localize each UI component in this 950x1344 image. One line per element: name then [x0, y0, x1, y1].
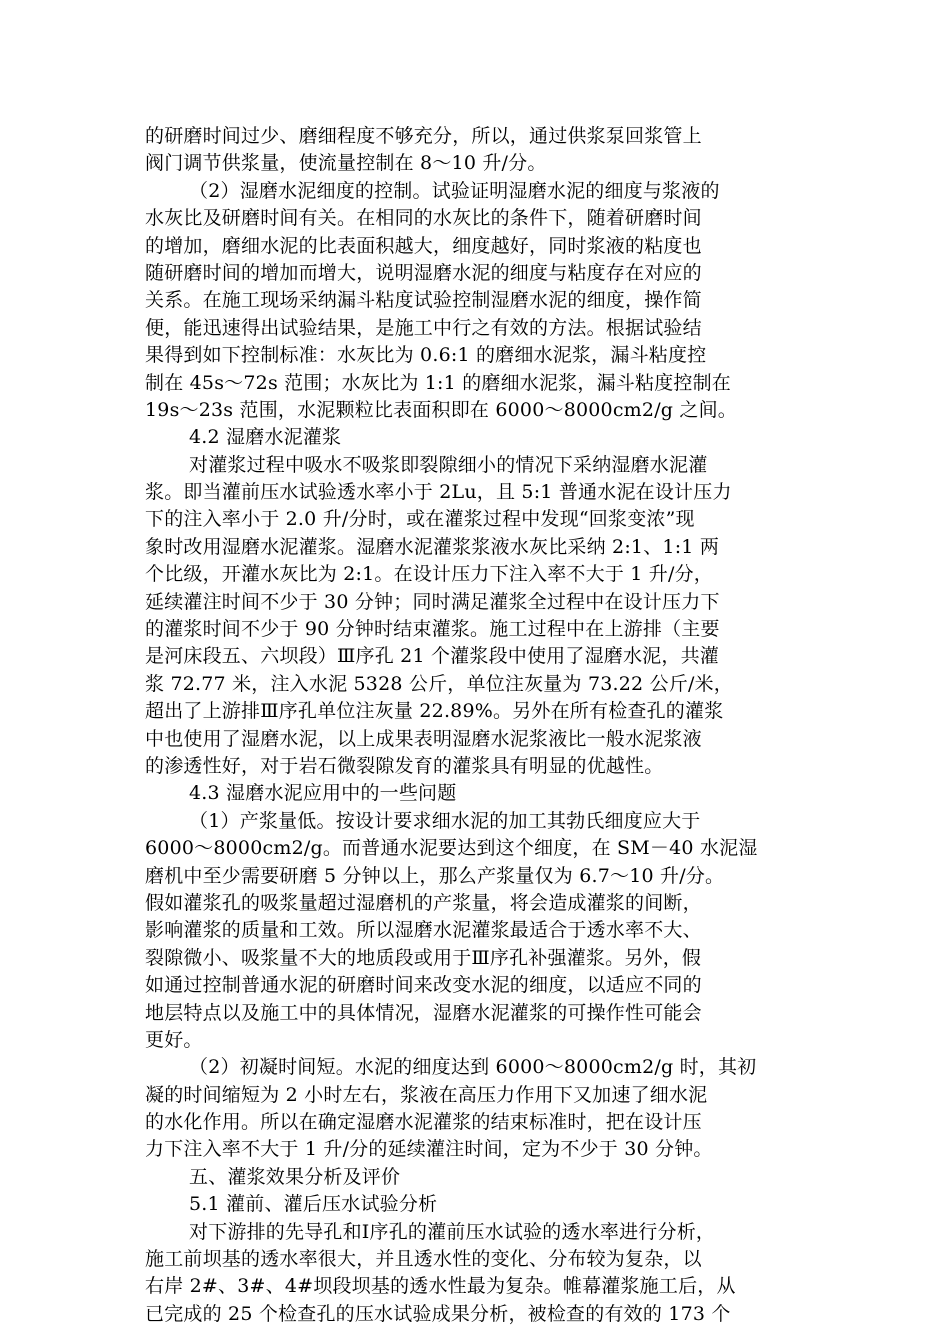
text-line: （2）初凝时间短。水泥的细度达到 6000～8000cm2/g 时，其初	[189, 1056, 757, 1079]
text-line: 对下游排的先导孔和Ⅰ序孔的灌前压水试验的透水率进行分析，	[189, 1220, 716, 1243]
text-line: 个比级，开灌水灰比为 2:1。在设计压力下注入率不大于 1 升/分，	[145, 563, 713, 586]
text-line: 制在 45s～72s 范围；水灰比为 1:1 的磨细水泥浆，漏斗粘度控制在	[145, 371, 731, 394]
text-line: 地层特点以及施工中的具体情况，湿磨水泥灌浆的可操作性可能会	[145, 1001, 702, 1024]
text-line: 延续灌注时间不少于 30 分钟；同时满足灌浆全过程中在设计压力下	[145, 590, 720, 613]
text-line: 的水化作用。所以在确定湿磨水泥灌浆的结束标准时，把在设计压	[145, 1111, 702, 1134]
text-line: 的灌浆时间不少于 90 分钟时结束灌浆。施工过程中在上游排（主要	[145, 618, 720, 641]
document-page	[145, 123, 805, 1328]
text-line: 五、灌浆效果分析及评价	[189, 1165, 401, 1188]
text-line: 象时改用湿磨水泥灌浆。湿磨水泥灌浆浆液水灰比采纳 2:1、1:1 两	[145, 535, 720, 558]
text-line: 5.1 灌前、灌后压水试验分析	[189, 1193, 438, 1216]
text-line: 随研磨时间的增加而增大，说明湿磨水泥的细度与粘度存在对应的	[145, 261, 702, 284]
text-line: 浆 72.77 米，注入水泥 5328 公斤，单位注灰量为 73.22 公斤/米，	[145, 672, 733, 695]
text-line: （2）湿磨水泥细度的控制。试验证明湿磨水泥的细度与浆液的	[189, 179, 720, 202]
text-line: 如通过控制普通水泥的研磨时间来改变水泥的细度，以适应不同的	[145, 974, 702, 997]
text-line: 更好。	[145, 1028, 203, 1051]
text-line: 的渗透性好，对于岩石微裂隙发育的灌浆具有明显的优越性。	[145, 754, 664, 777]
text-line: 已完成的 25 个检查孔的压水试验成果分析，被检查的有效的 173 个	[145, 1302, 731, 1325]
text-line: 阀门调节供浆量，使流量控制在 8～10 升/分。	[145, 152, 547, 175]
text-line: 6000～8000cm2/g。而普通水泥要达到这个细度，在 SM－40 水泥湿	[145, 837, 758, 860]
text-line: 超出了上游排Ⅲ序孔单位注灰量 22.89%。另外在所有检查孔的灌浆	[145, 700, 724, 723]
text-line: 果得到如下控制标准：水灰比为 0.6:1 的磨细水泥浆，漏斗粘度控	[145, 344, 707, 367]
text-line: 便，能迅速得出试验结果，是施工中行之有效的方法。根据试验结	[145, 316, 702, 339]
text-line: 水灰比及研磨时间有关。在相同的水灰比的条件下，随着研磨时间	[145, 207, 702, 230]
text-line: 凝的时间缩短为 2 小时左右，浆液在高压力作用下又加速了细水泥	[145, 1083, 708, 1106]
text-line: 4.2 湿磨水泥灌浆	[189, 426, 342, 449]
text-line: （1）产浆量低。按设计要求细水泥的加工其勃氏细度应大于	[189, 809, 701, 832]
text-line: 右岸 2#、3#、4#坝段坝基的透水性最为复杂。帷幕灌浆施工后，从	[145, 1275, 736, 1298]
text-line: 假如灌浆孔的吸浆量超过湿磨机的产浆量，将会造成灌浆的间断，	[145, 891, 702, 914]
text-line: 对灌浆过程中吸水不吸浆即裂隙细小的情况下采纳湿磨水泥灌	[189, 453, 708, 476]
text-line: 是河床段五、六坝段）Ⅲ序孔 21 个灌浆段中使用了湿磨水泥，共灌	[145, 645, 719, 668]
text-line: 的增加，磨细水泥的比表面积越大，细度越好，同时浆液的粘度也	[145, 234, 702, 257]
text-line: 19s～23s 范围，水泥颗粒比表面积即在 6000～8000cm2/g 之间。	[145, 398, 737, 421]
text-line: 4.3 湿磨水泥应用中的一些问题	[189, 782, 457, 805]
text-line: 浆。即当灌前压水试验透水率小于 2Lu，且 5:1 普通水泥在设计压力	[145, 481, 732, 504]
text-line: 力下注入率不大于 1 升/分的延续灌注时间，定为不少于 30 分钟。	[145, 1138, 713, 1161]
text-line: 下的注入率小于 2.0 升/分时，或在灌浆过程中发现“回浆变浓”现	[145, 508, 695, 531]
text-line: 中也使用了湿磨水泥，以上成果表明湿磨水泥浆液比一般水泥浆液	[145, 727, 702, 750]
text-line: 影响灌浆的质量和工效。所以湿磨水泥灌浆最适合于透水率不大、	[145, 919, 702, 942]
text-line: 裂隙微小、吸浆量不大的地质段或用于Ⅲ序孔补强灌浆。另外，假	[145, 946, 702, 969]
text-line: 施工前坝基的透水率很大，并且透水性的变化、分布较为复杂，以	[145, 1248, 702, 1271]
text-line: 关系。在施工现场采纳漏斗粘度试验控制湿磨水泥的细度，操作简	[145, 289, 702, 312]
text-line: 磨机中至少需要研磨 5 分钟以上，那么产浆量仅为 6.7～10 升/分。	[145, 864, 725, 887]
text-line: 的研磨时间过少、磨细程度不够充分，所以，通过供浆泵回浆管上	[145, 125, 702, 147]
